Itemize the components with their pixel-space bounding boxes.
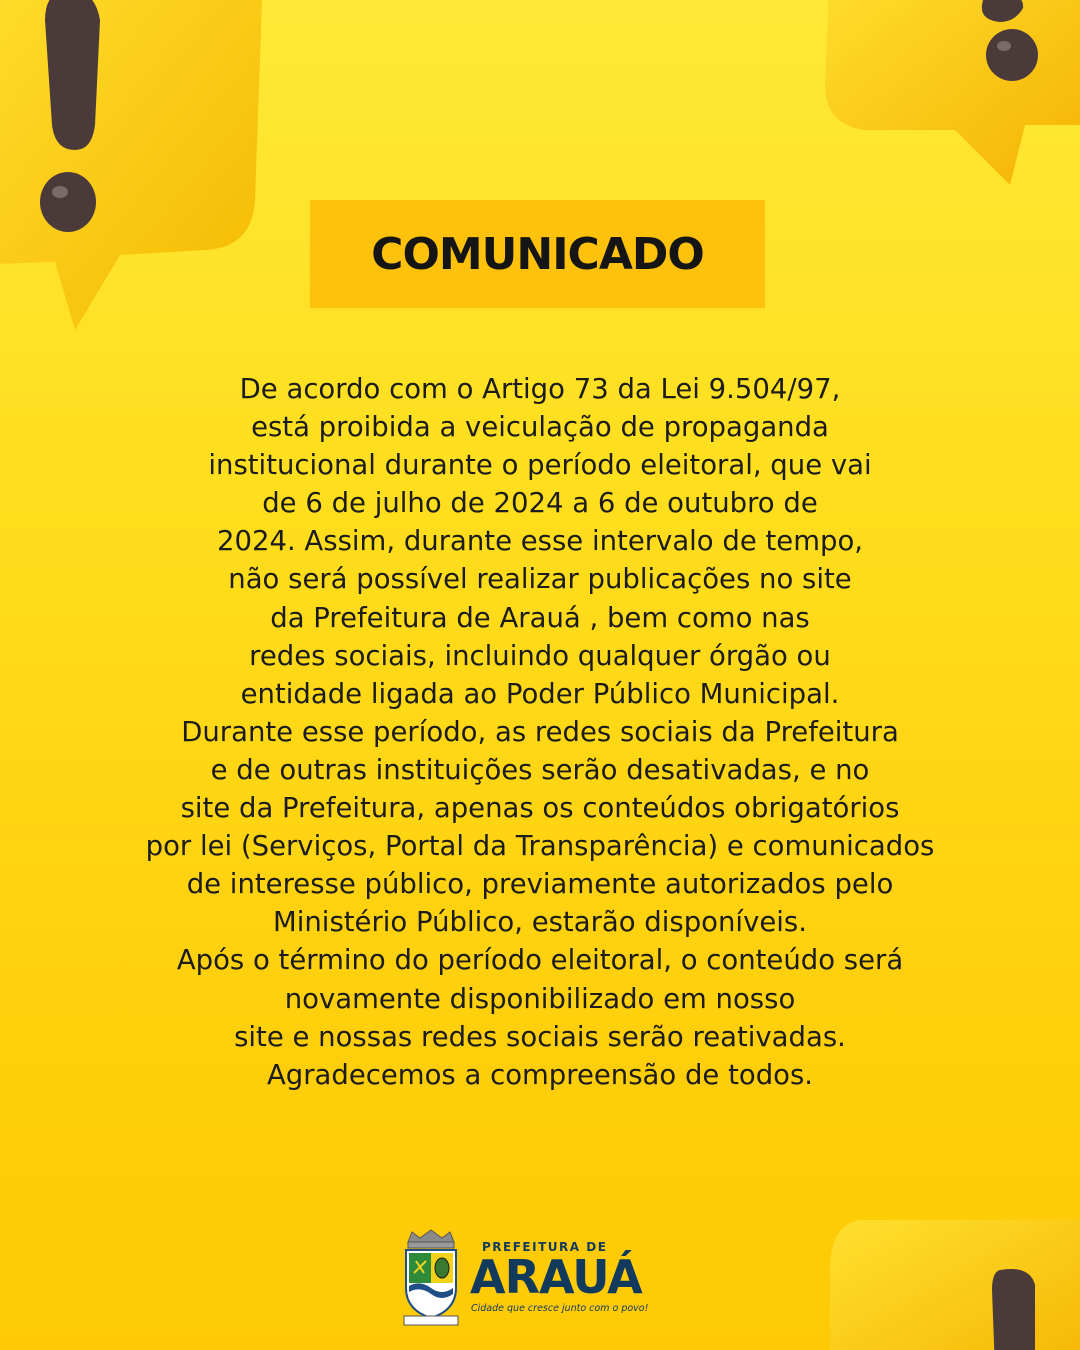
body-line: e de outras instituições serão desativadas, e no bbox=[210, 753, 870, 786]
body-line: Após o término do período eleitoral, o conteúdo será bbox=[176, 944, 904, 977]
body-line: não será possível realizar publicações no site bbox=[228, 563, 852, 596]
body-line: 2024. Assim, durante esse intervalo de tempo, bbox=[216, 525, 864, 558]
exclamation-bubble-icon bbox=[820, 1210, 1080, 1350]
body-line: site e nossas redes sociais serão reativadas. bbox=[234, 1020, 846, 1053]
body-line: Ministério Público, estarão disponíveis. bbox=[273, 906, 807, 939]
prefeitura-logo bbox=[400, 1228, 650, 1328]
logo-prefix: PREFEITURA DE bbox=[482, 1240, 608, 1254]
exclamation-bubble-icon bbox=[0, 0, 270, 340]
announcement-body bbox=[60, 370, 1020, 1094]
body-line: de interesse público, previamente autorizados pelo bbox=[186, 868, 894, 901]
exclamation-bubble-icon bbox=[810, 0, 1080, 190]
body-line: de 6 de julho de 2024 a 6 de outubro de bbox=[262, 487, 818, 520]
body-line: por lei (Serviços, Portal da Transparência) e comunicados bbox=[145, 830, 935, 863]
logo-slogan: Cidade que cresce junto com o povo! bbox=[471, 1303, 649, 1314]
title-box bbox=[310, 200, 765, 308]
body-line: da Prefeitura de Arauá , bem como nas bbox=[270, 601, 810, 634]
body-line: institucional durante o período eleitoral, que vai bbox=[208, 449, 872, 482]
body-line: entidade ligada ao Poder Público Municipal. bbox=[240, 677, 840, 710]
body-line: De acordo com o Artigo 73 da Lei 9.504/97, bbox=[239, 373, 841, 405]
body-line: Durante esse período, as redes sociais da Prefeitura bbox=[181, 715, 899, 748]
body-line: está proibida a veiculação de propaganda bbox=[251, 411, 829, 444]
page-title: COMUNICADO bbox=[371, 228, 704, 280]
body-line: Agradecemos a compreensão de todos. bbox=[266, 1058, 814, 1091]
logo-name: ARAUÁ bbox=[470, 1250, 642, 1304]
city-crest-icon bbox=[400, 1228, 462, 1328]
body-line: site da Prefeitura, apenas os conteúdos obrigatórios bbox=[180, 792, 900, 825]
body-line: redes sociais, incluindo qualquer órgão ou bbox=[249, 639, 831, 672]
body-line: novamente disponibilizado em nosso bbox=[284, 982, 796, 1015]
